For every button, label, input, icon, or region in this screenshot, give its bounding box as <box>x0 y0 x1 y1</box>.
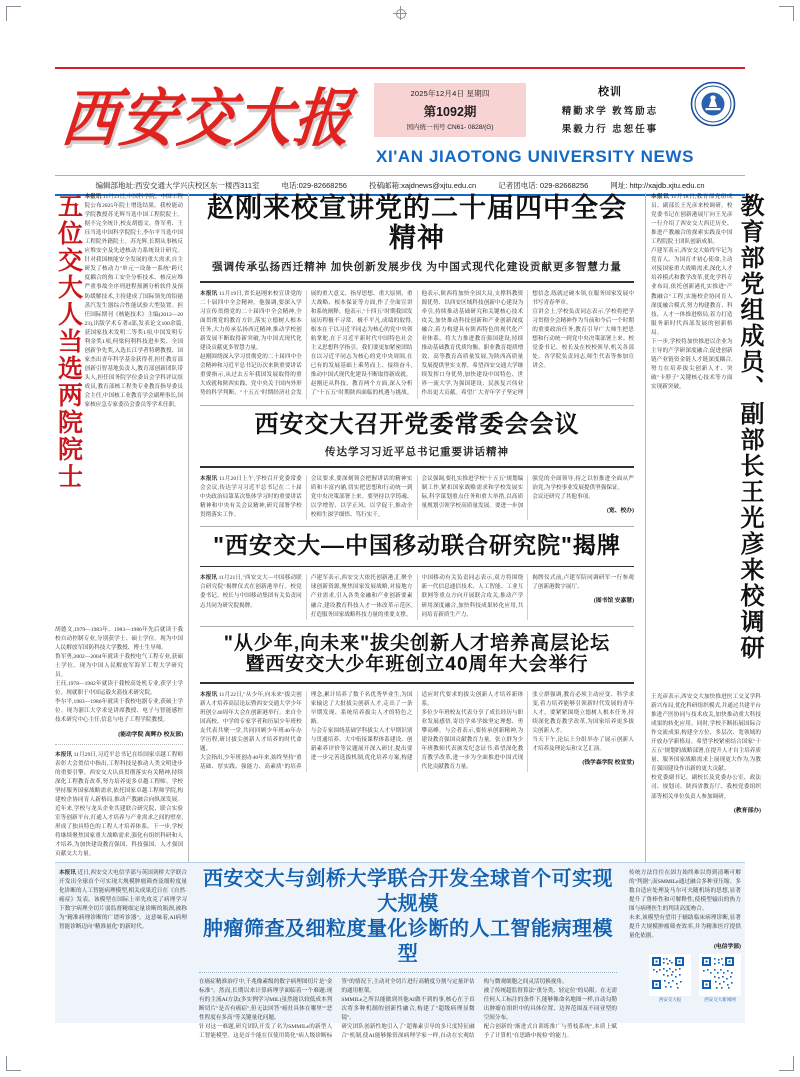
right-story-para-3: 校党委副书记、副校长及党委办公室、政法司、规划司、陕西省教育厅、我校党委组织部等相关单位负责人参加调研。 <box>651 775 761 800</box>
story-c-rule <box>200 566 634 568</box>
feature-body <box>199 978 617 1041</box>
university-motto <box>540 83 680 135</box>
right-story-lead: 本报讯 <box>651 194 670 200</box>
story-d-para-5: 当天下午,论坛上分组举办了展示创新人才培养及理论坛和文艺汇演。 <box>532 736 634 752</box>
story-d-headline-line-1[interactable]: "从少年,向未来"拔尖创新人才培养高层论坛 <box>223 632 611 654</box>
left-story-1-bio-2: 鲁军勇,2002—2004年就读于我校电气工程专业,获硕士学位。现为中国人民解放军海军工程大学研究员。 <box>55 654 183 679</box>
motto-line-2: 果毅力行 忠恕任事 <box>561 125 659 135</box>
publication-date: 2025年12月4日 星期四 <box>410 89 490 98</box>
qr-code-1-wrapper[interactable] <box>649 954 691 1003</box>
masthead <box>55 67 745 196</box>
story-d-para-1: 大会指出,少年班创办40年来,始终坚持"重基础、厚实践、强能力、高素质"的培养理念,累计培养了数千名优秀毕业生,为国家输送了大批拔尖创新人才,走出了一条早期发现、系统培养拔尖人才的特色之路。 <box>200 691 413 771</box>
left-story-1-attribution: (能动学院 高辉办 校友部) <box>118 731 183 738</box>
contact-info-bar <box>55 176 745 194</box>
right-story-para-1: 下一步,学校将加快推进以企业为主导的产学研深度融合,促进创新链产业链资金链人才链深度耦合,努力在培养拔尖创新人才、突破"卡脖子"关键核心技术等方面实现新突破。 <box>651 338 733 390</box>
story-c-para-1: 卢建军表示,西安交大依托创新港,汇聚全球创新资源,聚焦国家发展战略,对接地方产业需求,引入各类金融和产业创新要素融合,建设教育科技人才一体改革示范区,打造服务国家战略科技力量的重要支撑。 <box>310 575 413 618</box>
feature-para-1: 在癌症精准治疗中,千兆像素级的数字病理图切片是"金标准"。然而,长期以来计算病理学面临着一个难题:现有的主流AI方法(多实例学习MIL)虽然能以较低成本判断切片"是否有癌症",但无法回答"癌灶具体在哪里""恶性程度有多高"等关键量化问题。 <box>199 979 333 1022</box>
left-vertical-headline: 五位交大人当选两院院士 <box>54 193 82 490</box>
feature-left-body <box>59 869 187 932</box>
story-a-subheadline: 强调传承弘扬西迁精神 加快创新发展步伐 为中国式现代化建设贡献更多智慧力量 <box>212 262 622 274</box>
qr-code-group <box>629 954 741 1003</box>
feature-box <box>55 862 745 1040</box>
left-story-2-body <box>55 751 183 860</box>
story-a-body <box>200 290 634 399</box>
story-c-para-3: 揭牌仪式前,卢建军陪同调研军一行参观了创新港数字展厅。 <box>532 575 634 591</box>
feature-left-lead: 本报讯 <box>59 870 77 876</box>
left-story-1-body <box>85 193 184 410</box>
story-d-para-0: 11月22日,"从少年,向未来"拔尖创新人才培养高层论坛暨西安交通大学少年班创立40周年大会在创新港举行。来自全国高校、中学的专家学者和历届少年班校友代表共聚一堂,共同回顾少年班40年办学历程,研讨拔尖创新人才培养的时代命题。 <box>200 691 302 752</box>
story-c-attribution: (图书馆 安嘉慧) <box>593 598 634 605</box>
story-d-lead: 本报讯 <box>200 691 218 698</box>
story-a-headline[interactable]: 赵刚来校宣讲党的二十届四中全会精神 <box>207 193 627 254</box>
university-seal-icon <box>690 81 736 127</box>
story-d-headline-line-2[interactable]: 暨西安交大少年班创立40周年大会举行 <box>245 653 589 675</box>
feature-para-3: SMMILe之所以能做到其他AI做不到的事,核心在于首次将多种机制的创新性融合,构建了"超级病理显微镜"。 <box>341 997 475 1022</box>
issue-number: 第1092期 <box>423 105 477 119</box>
qr-code-2-caption: 西安交大新闻网 <box>704 997 736 1003</box>
motto-line-1: 精勤求学 敦笃励志 <box>561 107 659 117</box>
motto-title: 校训 <box>598 86 622 98</box>
right-story-intro: 11月18日,教育部党组成员、副部长王光彦来校调研。校党委书记在创新港展厅向王光彦一行介绍了西安交大西迁历史、推进产教融合的探索实践及中国工程院院士团队创新成果。 <box>651 194 733 246</box>
story-b-para-3: 会议还研究了其他事项。 <box>532 494 594 500</box>
story-b-bottom-rule <box>200 526 634 527</box>
story-a-para-2: 赵刚还从科技、教育两个方面,深入分析了"十五五"时期陕西面临的机遇与挑战。他表示,陕西将加快全国大局,支撑科教资源优势、以西安区域科技创新中心建设为牵引,持续推动基础研究和关键核心技术攻关,加快推动科技创新和产业创新深度融合,着力构建具有陕西特色的现代化产业体系。将大力推进教育强国建设,持续推动基础教育优质均衡、职业教育提质增效、高等教育高质量发展,为陕西高质量发展提供坚实支撑。希望西安交通大学继续发挥口身优势,加快建设中国特色、世界一流大学,为强国建设、民族复兴伟业作出更大贡献。希望广大青年学子坚定理想信念,练就过硬本领,在服务国家发展中书写青春华章。 <box>310 290 634 397</box>
registration-mark <box>393 6 407 20</box>
qr-code-1-caption: 西安交大报 <box>658 997 682 1003</box>
left-story-2-lead: 本报讯 <box>55 751 73 758</box>
feature-right-para-2: 未来,该模型有望用于辅助临床病理诊断,显著提升大规模肿瘤筛查效率,并为精准医疗提供量化依据。 <box>629 915 741 940</box>
right-story-para-0: 卢建军表示,西安交大始终牢记为党育人、为国育才初心使命,主动对接国家重大战略需求,深化人才培养模式和教学改革,优化学科专业布局,依托创新港扎实推进"产教融合"工程,实施校企协同育人深度融合模式,努力构建教育、科技、人才一体推进格局,着力打造服务新时代西部发展的创新格局。 <box>651 248 733 336</box>
feature-divider <box>199 972 617 973</box>
feature-main <box>191 863 625 1040</box>
left-story-1-bio-1: 胡德文,1979—1983年、1983—1986年先后就读于我校自动控制专业,分别获学士、硕士学位。现为中国人民解放军国防科技大学教授、博士生导师。 <box>55 627 183 652</box>
story-b-rule <box>200 466 634 468</box>
qr-code-2-wrapper[interactable] <box>699 954 741 1003</box>
newspaper-logo-text: 西安交大报 <box>58 85 356 155</box>
story-a-lead: 本报讯 <box>200 290 218 297</box>
feature-para-4: 研究团队创新性地引入了"超像素引导的多尺度特征融合"机制,使AI能够像资深病理学家一样,自动在宏观结构与微观细胞之间灵活切换视角。 <box>341 979 568 1040</box>
left-story-1-bio-4: 李尔平,1983—1986年就读于我校电器专业,获硕士学位。现为浙江大学求是讲席教授、电子与智能感控技术研究中心主任,信息与电子工程学院教授。 <box>55 699 183 724</box>
left-story-1-bio-3: 王珏,1978—1982年就读于我校高处机专业,获学士学位。现就职于中国运载火箭技术研究院。 <box>55 681 183 697</box>
story-c-headline[interactable]: "西安交大—中国移动联合研究院"揭牌 <box>213 532 621 559</box>
right-vertical-headline: 教育部党组成员、副部长王光彦来校调研 <box>736 193 762 661</box>
issue-info-box <box>374 83 526 137</box>
feature-headline-line-1[interactable]: 西安交大与剑桥大学联合开发全球首个可实现大规模 <box>203 868 613 915</box>
editorial-address: 编辑部地址:西安交通大学兴庆校区东一楼西311室 <box>95 181 260 190</box>
submission-email[interactable]: 投稿邮箱:xajdnews@xjtu.edu.cn <box>368 181 477 190</box>
feature-left-text: 近日,西安交大电信学部与英国剑桥大学联合开发出全球首个可实现大规模肿瘤筛查及细粒度量化诊断的人工智能病理模型,相关成果近日在《自然·癌症》发表。该模型在国际上率先攻克了病理学习下数字病理全切片弱监督精细定量诊断的瓶颈,被称为"精准病理诊断的广谱听诊器"。这意味着,AI病理智能诊断迈向"精准量化"的新时代。 <box>59 870 187 931</box>
reporter-phone: 记者团电话: 029-82668256 <box>498 181 589 190</box>
story-b-para-1: 会议要求,要深刻领会把握讲话的精神实质和丰富内涵,切实把思想和行动统一到党中央决策部署上来。要坚持以学铸魂、以学增智、以学正风、以学促干,推动全校师生深学细悟、笃行实干。 <box>310 475 413 519</box>
feature-headline-line-2[interactable]: 肿瘤筛查及细粒度量化诊断的人工智能病理模型 <box>203 918 613 965</box>
story-c-para-2: 中国移动有关负责同志表示,双方将围绕新一代信息通信技术、人工智能、工业互联网等重点方向开展联合攻关,推动产学研用深度融合,加快科技成果转化应用,共同培育新质生产力。 <box>421 575 524 618</box>
english-title: XI'AN JIAOTONG UNIVERSITY NEWS <box>376 147 695 166</box>
story-b <box>200 412 634 521</box>
story-d-attribution: (钱学森学院 校宣堂) <box>582 759 634 766</box>
story-a-para-1: 赵刚围绕深入学习贯彻党的二十届四中全会精神和习近平总书记历次来陕重要讲话重要指示,从过去五年我国发展取得的重大成就和陕西实践、党中央关于国内外形势的科学判断、"十五五"时期经济社会发展的重大意义、指导思想、重大原则、重大战略、根本保证等方面,作了全面宣讲和系统阐释。他表示,"十四五"时期我国发展历程极不寻常、极不平凡,成绩的取得,根本在于以习近平同志为核心的党中央领航掌舵,在于习近平新时代中国特色社会主义思想科学指引。我们要更加紧密团结在以习近平同志为核心的党中央周围,在已有的发展基础上乘势而上、接续奋斗,推动中国式现代化建设不断取得新成就。 <box>200 290 413 397</box>
editorial-phone: 电话:029-82668256 <box>281 181 347 190</box>
feature-para-6: 配合创新的"渐进式自训练推广与剪枝系统",本质上赋予了计算机"在思路中视检"的能力。 <box>483 1024 617 1040</box>
story-b-lead: 本报讯 <box>200 475 218 482</box>
story-c <box>200 533 634 619</box>
website-url[interactable]: 网址: http://xajdb.xjtu.edu.cn <box>610 181 705 190</box>
right-story-attribution: (教育部办) <box>733 807 761 814</box>
story-d-para-3: 多位少年班校友代表分享了成长经历与职业发展感悟,寄语学弟学妹坚定理想、勇攀高峰。与会者表示,要传承创新精神,为建设教育强国贡献教育力量。张立群为少年班教师代表颁发纪念证书,希望深化教育教学改革,进一步为全面推进中国式现代化贡献教育力量。 <box>421 709 524 771</box>
story-b-attribution: (宽、校办) <box>606 508 634 515</box>
feature-attribution: (电信学部) <box>713 944 741 951</box>
crop-mark-top-right <box>779 6 794 21</box>
crop-mark-top-left <box>6 6 21 21</box>
crop-mark-bottom-right <box>779 1056 794 1071</box>
story-d <box>200 633 634 772</box>
story-a-para-0: 11月19日,省长赵刚来校宣讲党的二十届四中全会精神。他强调,要深入学习宣传贯彻党的二十届四中全会精神,全面贯彻党的教育方针,落实立德树人根本任务,大力传承弘扬西迁精神,推动学校创新发展不断取得新突破,为中国式现代化建设贡献更多智慧力量。 <box>200 290 302 352</box>
story-d-rule <box>200 682 634 684</box>
story-b-headline[interactable]: 西安交大召开党委常委会会议 <box>254 410 580 438</box>
left-column-divider <box>55 744 183 745</box>
story-a-para-3: 宣讲会上,学校负责同志表示,学校将把学习贯彻全会精神作为当前和今后一个时期的重要政治任务,教育引导广大师生把思想和行动统一到党中央决策部署上来。校党委书记、校长及在校校领导,机关各部处、各学院负责同志,师生代表等参加宣讲会。 <box>532 309 634 370</box>
story-b-subheadline: 传达学习习近平总书记重要讲话精神 <box>325 447 509 459</box>
story-a-rule <box>200 281 634 283</box>
feature-right-para-1: 传统方法往往在固力始终难以得到清晰可解的"判据",而SMMILe通过融合多种亚压缩、多数自适应处理及马尔可夫随机场的思想,显著提升了鲁棒性和可解释性,使模型输出的热力图与病理医生的判读高度吻合。 <box>629 870 741 913</box>
feature-para-2: 针对这一难题,研究团队开发了名为SMMILe的新型人工智能模型。这是首个能在仅使用简化"病人级诊断标签"的情况下,主动对全切片进行高精度分割与定量评估的通用框架。 <box>199 979 475 1040</box>
story-c-body <box>200 574 634 619</box>
story-b-para-2: 会议强调,要扎实推进学校"十五五"规划编制工作,紧扣国家战略需求和学校发展实际,科学谋划重点任务和重大举措,以高质量规划引领学校高质量发展。要进一步加强党的全面领导,持之以恒推进全面从严治党,为学校事业发展提供坚强保证。 <box>421 475 634 510</box>
cn-serial-number: 国内统一刊号 CN61- 0828/(G) <box>406 124 494 131</box>
crop-mark-bottom-left <box>6 1056 21 1071</box>
feature-right-column <box>625 863 745 1023</box>
left-story-1-text: 11月21日,中国科学院、中国工程院公布2025年院士增选结果。我校能动学院教授苏光辉当选中国工程院院士。据不完全统计,校友胡德文、鲁军勇、王珏当选中国科学院院士,李尔平当选中国工程院外籍院士。苏光辉,长期从事核反应堆安全及先进核动力系统设计研究。针对我国核能安全发展的重大需求,自主研发了核动力"单元一设备一系统"跨尺度耦合的热工安全分析技术、核反应堆严重事故全序列进程预测分析软件及预防缓解技术,主持建成了国际领先的铅铋蒸汽发生器综合性能试验大型装置。担任国际期刊《核能技术》主编(2012—2023),出版学术专著4部,发表论文100余篇,获国家技术发明二等奖1项,中国发明专利金奖1项,何梁何利科技进步奖、全国创新争先奖,入选长江学者特聘教授、国家杰出青年科学基金获得者,担任教育部创新引智基地负责人,教育部创新团队带头人,担任国务院学位委员会学科评议组成员,教育部核工程类专业教育指导委员会主任,中国核工业教育学会副理事长,国家核应急专家委员会委员等学术任职。 <box>84 194 183 409</box>
qr-code-1-icon[interactable] <box>649 954 691 996</box>
story-c-para-0: 11月21日,"西安交大—中国移动联合研究院"揭牌仪式在创新港举行。校党委书记、校长与中国移动集团有关负责同志共同为研究院揭牌。 <box>200 575 302 609</box>
qr-code-2-icon[interactable] <box>699 954 741 996</box>
story-d-para-4: 张立群强调,教育必须主动应变、科学求变,着力培养能够引领新时代发展的青年人才。要紧紧围绕立德树人根本任务,持续深化教育教学改革,为国家培养更多拔尖创新人才。 <box>532 691 634 734</box>
feature-left-column <box>55 863 191 1023</box>
newspaper-logo <box>55 75 370 155</box>
story-d-body <box>200 691 634 772</box>
story-a-bottom-rule <box>200 405 634 406</box>
story-a <box>200 193 634 399</box>
left-story-1-lead: 本报讯 <box>84 194 102 200</box>
right-story-para-2: 王光彦表示,西安交大加快推进医工交叉学科新兴布局,优化科研组织模式,并通过共建平台推进产医协同与技术攻关,加快推动重大科技成果的转化应用。同时,学校不断拓展国际合作交流成果,构建全方位、多层次、宽领域的开放办学新格局。希望学校紧密结合国家"十五五"规划的战略部署,在提升人才自主培养质量、服务国家战略需求上展现更大作为,为教育强国建设作出新的更大贡献。 <box>651 694 761 773</box>
left-story-2-text: 11月29日,习近平总书记在给国家卓越工程师表彰大会贺信中指出,工程科技是推动人类文明进步的重要引擎。西安交大认真贯彻落实有关精神,持续深化工程教育改革,努力培养更多卓越工程师。学校坚持服务国家战略需求,依托国家卓越工程师学院,构建校企协同育人新格局,推动产教融合向纵深发展。近年来,学校与龙头企业共建联合研究院、联合实验室等创新平台,打通人才培养与产业需求之间的壁垒,形成了独具特色的工程人才培养体系。下一步,学校将继续聚焦国家重大战略需求,强化有组织科研和人才培养,为加快建设教育强国、科技强国、人才强国贡献交大力量。 <box>55 751 183 858</box>
story-c-lead: 本报讯 <box>200 575 218 582</box>
story-b-para-0: 11月20日上午,学校召开党委常委会会议,传达学习习近平总书记在二十届中央政治局第某次集体学习时的重要讲话精神和中央有关会议精神,研究部署学校贯彻落实工作。 <box>200 475 302 519</box>
story-c-bottom-rule <box>200 626 634 627</box>
story-d-para-2: 与会专家围绕基础学科拔尖人才早期识别与贯通培养、大中衔接课程体系建设、创新素养评价等议题展开深入研讨,提出要进一步完善选拔机制,优化培养方案,构建适应时代要求的拔尖创新人才培养新体系。 <box>310 691 524 761</box>
story-b-body <box>200 475 634 520</box>
right-story-lead-body <box>651 193 733 247</box>
feature-para-5: 被了传统超监督算法"重分类、轻定位"的局限。在无需任何人工标注的条件下,能够像命名地图一样,自动勾勒出肿瘤在组织中的具体位置、边界范围及不同亚型的空间分布。 <box>483 988 617 1022</box>
